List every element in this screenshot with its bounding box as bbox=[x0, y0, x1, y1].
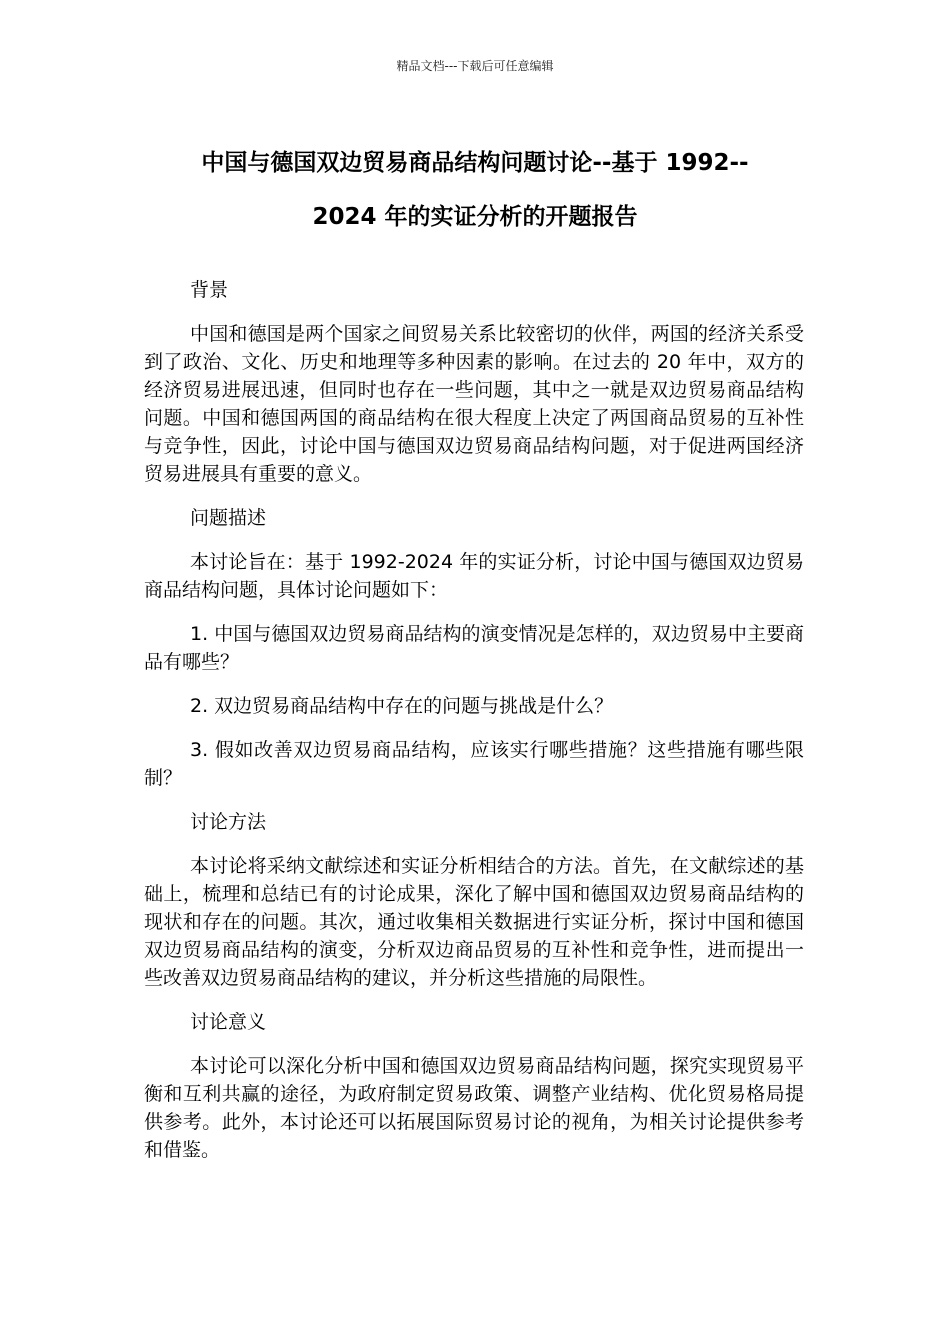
background-paragraph: 中国和德国是两个国家之间贸易关系比较密切的伙伴，两国的经济关系受到了政治、文化、历史和地理等多种因素的影响。在过去的 20 年中，双方的经济贸易进展迅速，但同时也存在一些问题，其中之一就是双边贸易商品结构问题。中国和德国两国的商品结构在很大程度上决定了两国商品贸易的互补性与竞争性，因此，讨论中国与德国双边贸易商品结构问题，对于促进两国经济贸易进展具有重要的意义。 bbox=[144, 323, 804, 485]
problem-intro-paragraph: 本讨论旨在：基于 1992-2024 年的实证分析，讨论中国与德国双边贸易商品结构问题，具体讨论问题如下： bbox=[144, 551, 804, 601]
method-paragraph: 本讨论将采纳文献综述和实证分析相结合的方法。首先，在文献综述的基础上，梳理和总结已有的讨论成果，深化了解中国和德国双边贸易商品结构的现状和存在的问题。其次，通过收集相关数据进行实证分析，探讨中国和德国双边贸易商品结构的演变，分析双边商品贸易的互补性和竞争性，进而提出一些改善双边贸易商品结构的建议，并分析这些措施的局限性。 bbox=[144, 855, 804, 989]
question-item-3: 3. 假如改善双边贸易商品结构，应该实行哪些措施？这些措施有哪些限制？ bbox=[144, 739, 804, 789]
background-heading: 背景 bbox=[190, 279, 229, 301]
question-item-2: 2. 双边贸易商品结构中存在的问题与挑战是什么？ bbox=[190, 695, 614, 717]
title-line-2: 2024 年的实证分析的开题报告 bbox=[312, 204, 638, 230]
document-body bbox=[144, 276, 804, 1180]
method-heading: 讨论方法 bbox=[190, 811, 267, 833]
question-item-1: 1. 中国与德国双边贸易商品结构的演变情况是怎样的，双边贸易中主要商品有哪些？ bbox=[144, 623, 804, 673]
significance-paragraph: 本讨论可以深化分析中国和德国双边贸易商品结构问题，探究实现贸易平衡和互利共赢的途径，为政府制定贸易政策、调整产业结构、优化贸易格局提供参考。此外，本讨论还可以拓展国际贸易讨论的视角，为相关讨论提供参考和借鉴。 bbox=[144, 1055, 804, 1161]
document-title bbox=[140, 136, 810, 244]
problem-heading: 问题描述 bbox=[190, 507, 267, 529]
significance-heading: 讨论意义 bbox=[190, 1011, 267, 1033]
page-header: 精品文档---下载后可任意编辑 bbox=[396, 59, 554, 73]
title-line-1: 中国与德国双边贸易商品结构问题讨论--基于 1992-- bbox=[201, 150, 749, 176]
